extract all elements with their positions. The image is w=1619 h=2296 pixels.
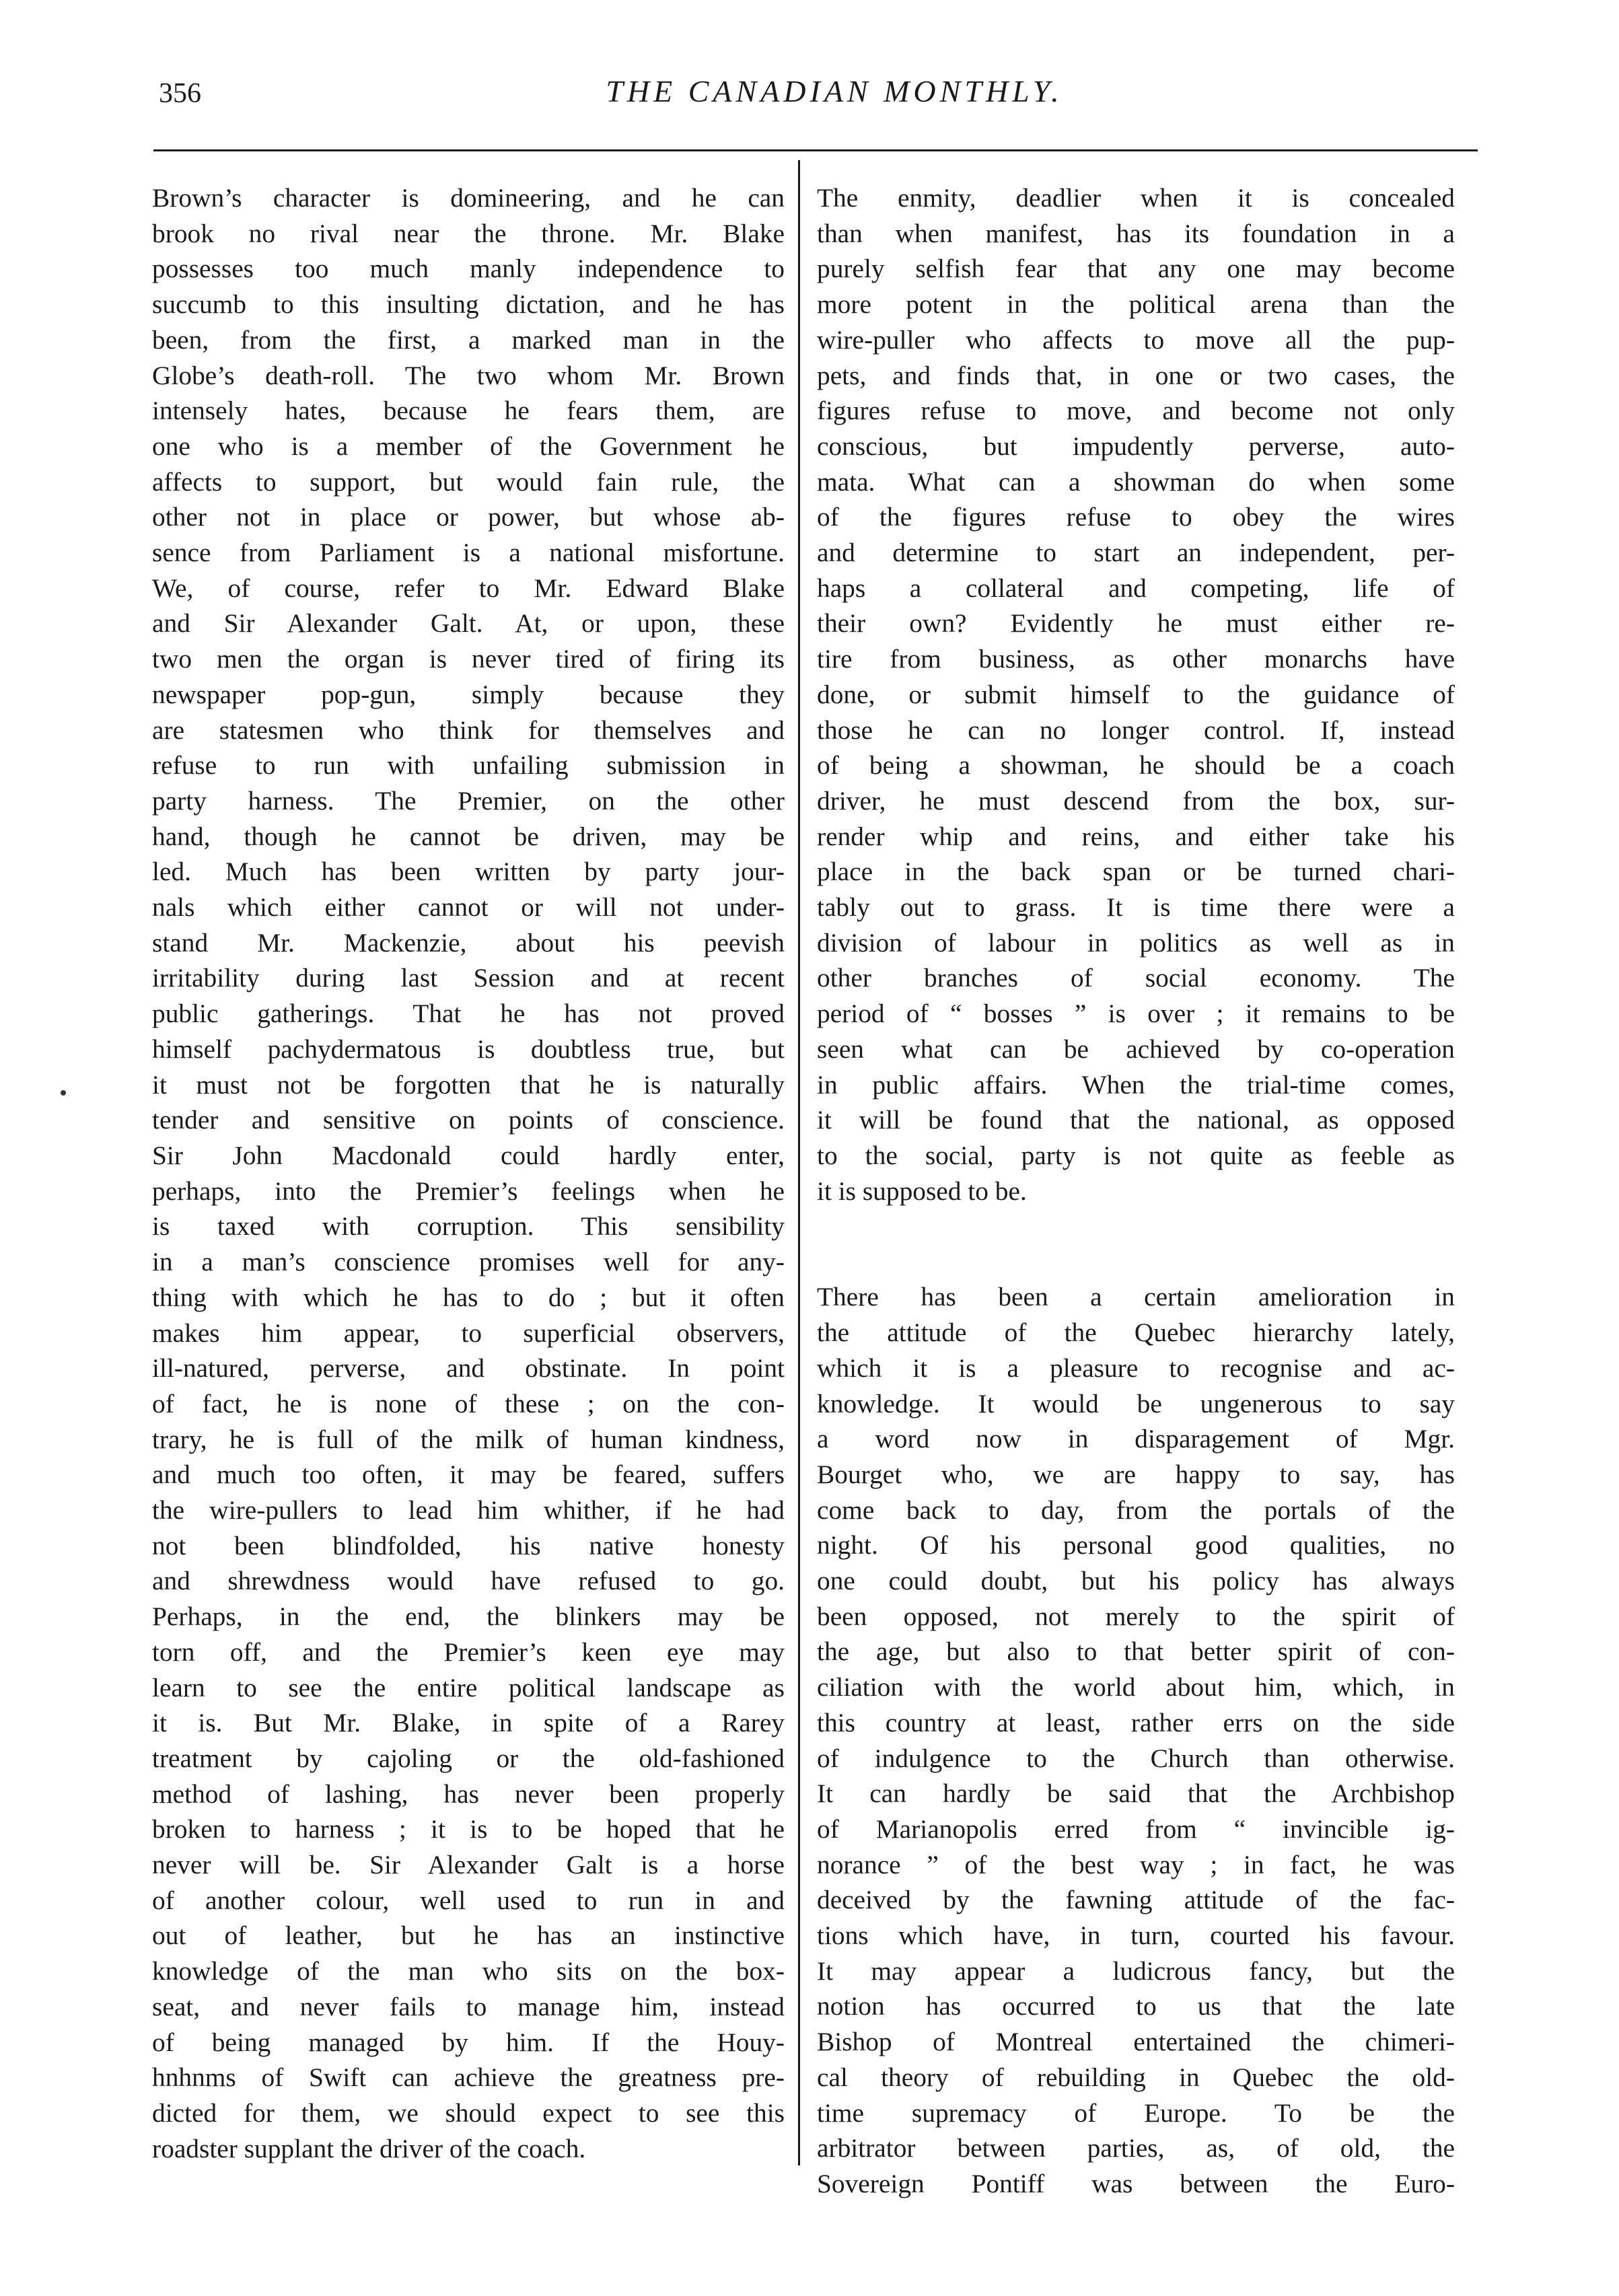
text-line: and much too often, it may be feared, suffers [152,1460,785,1490]
text-line: seat, and never fails to manage him, instead [152,1991,785,2021]
text-line: the attitude of the Quebec hierarchy lately, [817,1318,1455,1348]
text-line: treatment by cajoling or the old-fashioned [152,1743,785,1773]
text-line: done, or submit himself to the guidance of [817,679,1455,709]
text-line: hnhnms of Swift can achieve the greatness pre- [152,2062,785,2093]
text-line: party harness. The Premier, on the other [152,785,785,816]
text-line: tender and sensitive on points of conscience. [152,1105,785,1135]
text-line: never will be. Sir Alexander Galt is a horse [152,1850,785,1880]
text-line: in public affairs. When the trial-time comes, [817,1069,1455,1100]
text-line: arbitrator between parties, as, of old, the [817,2133,1455,2163]
text-line: mata. What can a showman do when some [817,466,1455,497]
text-line: trary, he is full of the milk of human kindness, [152,1424,785,1454]
text-line: figures refuse to move, and become not only [817,396,1455,426]
text-line: wire-puller who affects to move all the pup- [817,324,1455,355]
text-line: Sir John Macdonald could hardly enter, [152,1140,785,1170]
text-line: We, of course, refer to Mr. Edward Blake [152,573,785,603]
text-line: brook no rival near the throne. Mr. Blake [152,218,785,248]
running-title: THE CANADIAN MONTHLY. [606,74,1063,108]
right-paragraph-1 [817,180,1455,1209]
text-line: place in the back span or be turned chari- [817,857,1455,887]
text-line: newspaper pop-gun, simply because they [152,679,785,709]
text-line: come back to day, from the portals of the [817,1495,1455,1525]
text-line: Perhaps, in the end, the blinkers may be [152,1602,785,1632]
text-line: of Marianopolis erred from “ invincible ig- [817,1814,1455,1844]
text-line: knowledge of the man who sits on the box- [152,1956,785,1986]
text-line: of indulgence to the Church than otherwise. [817,1743,1455,1773]
text-line: dicted for them, we should expect to see this [152,2097,785,2128]
text-line: it is supposed to be. [817,1176,1027,1206]
text-line: of fact, he is none of these ; on the con- [152,1388,785,1419]
text-line: this country at least, rather errs on the side [817,1707,1455,1737]
text-line: their own? Evidently he must either re- [817,608,1455,639]
text-line: in a man’s conscience promises well for any- [152,1247,785,1277]
text-line: those he can no longer control. If, instead [817,715,1455,745]
text-line: a word now in disparagement of Mgr. [817,1424,1455,1454]
text-line: ciliation with the world about him, which, in [817,1672,1455,1702]
text-line: of being a showman, he should be a coach [817,750,1455,781]
page-number: 356 [159,78,201,109]
text-line: Bishop of Montreal entertained the chimeri- [817,2027,1455,2057]
text-line: which it is a pleasure to recognise and ac- [817,1353,1455,1383]
text-line: method of lashing, has never been properly [152,1779,785,1809]
text-line: of being managed by him. If the Houy- [152,2027,785,2057]
right-column [817,180,1455,2202]
text-line: refuse to run with unfailing submission in [152,750,785,781]
text-line: one could doubt, but his policy has always [817,1566,1455,1596]
text-line: of the figures refuse to obey the wires [817,502,1455,532]
text-line: The enmity, deadlier when it is concealed [817,183,1455,213]
text-line: deceived by the fawning attitude of the fac- [817,1885,1455,1915]
text-line: makes him appear, to superficial observers, [152,1318,785,1348]
paragraph-gap [817,1209,1455,1279]
text-line: seen what can be achieved by co-operation [817,1034,1455,1064]
text-line: hand, though he cannot be driven, may be [152,821,785,851]
text-line: been, from the first, a marked man in the [152,324,785,355]
text-line: Bourget who, we are happy to say, has [817,1459,1455,1489]
text-line: tions which have, in turn, courted his favour. [817,1921,1455,1951]
text-line: affects to support, but would fain rule, the [152,466,785,497]
text-line: It can hardly be said that the Archbishop [817,1779,1455,1809]
text-line: irritability during last Session and at recent [152,963,785,993]
text-line: roadster supplant the driver of the coach. [152,2133,586,2163]
text-line: Globe’s death-roll. The two whom Mr. Brown [152,360,785,390]
text-line: led. Much has been written by party jour- [152,857,785,887]
right-paragraph-2 [817,1279,1455,2201]
text-line: stand Mr. Mackenzie, about his peevish [152,927,785,958]
text-line: one who is a member of the Government he [152,431,785,461]
text-line: of another colour, well used to run in and [152,1885,785,1915]
text-line: pets, and finds that, in one or two cases, the [817,360,1455,390]
text-line: thing with which he has to do ; but it often [152,1282,785,1312]
text-line: and Sir Alexander Galt. At, or upon, these [152,608,785,639]
header-rule [153,149,1478,151]
text-line: It may appear a ludicrous fancy, but the [817,1956,1455,1986]
text-line: two men the organ is never tired of firing its [152,644,785,674]
text-line: Brown’s character is domineering, and he can [152,183,785,213]
text-line: and shrewdness would have refused to go. [152,1566,785,1596]
left-paragraph [152,180,785,2166]
text-line: conscious, but impudently perverse, auto- [817,431,1455,461]
margin-speck [61,1090,66,1096]
text-line: tire from business, as other monarchs have [817,644,1455,674]
text-line: the wire-pullers to lead him whither, if he had [152,1495,785,1526]
text-line: cal theory of rebuilding in Quebec the old- [817,2062,1455,2092]
text-line: intensely hates, because he fears them, are [152,396,785,426]
text-line: himself pachydermatous is doubtless true, but [152,1034,785,1064]
text-line: purely selfish fear that any one may become [817,254,1455,284]
text-line: sence from Parliament is a national misfortune. [152,538,785,568]
text-line: it is. But Mr. Blake, in spite of a Rarey [152,1708,785,1738]
text-line: possesses too much manly independence to [152,254,785,284]
text-line: more potent in the political arena than the [817,289,1455,320]
text-line: other not in place or power, but whose ab- [152,502,785,532]
text-line: are statesmen who think for themselves and [152,715,785,745]
text-line: render whip and reins, and either take his [817,821,1455,851]
text-line: succumb to this insulting dictation, and he has [152,289,785,320]
text-line: and determine to start an independent, per- [817,538,1455,568]
text-line: driver, he must descend from the box, sur- [817,785,1455,816]
text-line: broken to harness ; it is to be hoped that he [152,1814,785,1844]
text-line: perhaps, into the Premier’s feelings when he [152,1176,785,1206]
text-line: torn off, and the Premier’s keen eye may [152,1637,785,1667]
text-line: not been blindfolded, his native honesty [152,1530,785,1560]
text-line: learn to see the entire political landscape as [152,1672,785,1702]
text-line: Sovereign Pontiff was between the Euro- [817,2168,1455,2198]
text-line: out of leather, but he has an instinctive [152,1921,785,1951]
left-column [152,180,785,2166]
text-line: than when manifest, has its foundation in a [817,218,1455,248]
text-line: other branches of social economy. The [817,963,1455,993]
column-divider [798,160,800,2165]
text-line: to the social, party is not quite as feeble as [817,1140,1455,1170]
text-line: public gatherings. That he has not proved [152,999,785,1029]
text-line: knowledge. It would be ungenerous to say [817,1388,1455,1419]
text-line: notion has occurred to us that the late [817,1991,1455,2021]
text-line: division of labour in politics as well as in [817,927,1455,958]
text-line: is taxed with corruption. This sensibility [152,1211,785,1242]
text-line: time supremacy of Europe. To be the [817,2097,1455,2128]
text-line: norance ” of the best way ; in fact, he was [817,1849,1455,1879]
text-line: ill-natured, perverse, and obstinate. In point [152,1353,785,1384]
text-line: tably out to grass. It is time there were a [817,892,1455,923]
text-line: haps a collateral and competing, life of [817,573,1455,603]
text-line: night. Of his personal good qualities, no [817,1530,1455,1560]
text-line: period of “ bosses ” is over ; it remains to be [817,999,1455,1029]
text-line: been opposed, not merely to the spirit of [817,1601,1455,1631]
text-line: nals which either cannot or will not under- [152,892,785,923]
text-line: the age, but also to that better spirit of con- [817,1637,1455,1667]
text-line: it must not be forgotten that he is naturally [152,1069,785,1100]
text-line: There has been a certain amelioration in [817,1282,1455,1312]
text-line: it will be found that the national, as opposed [817,1105,1455,1135]
